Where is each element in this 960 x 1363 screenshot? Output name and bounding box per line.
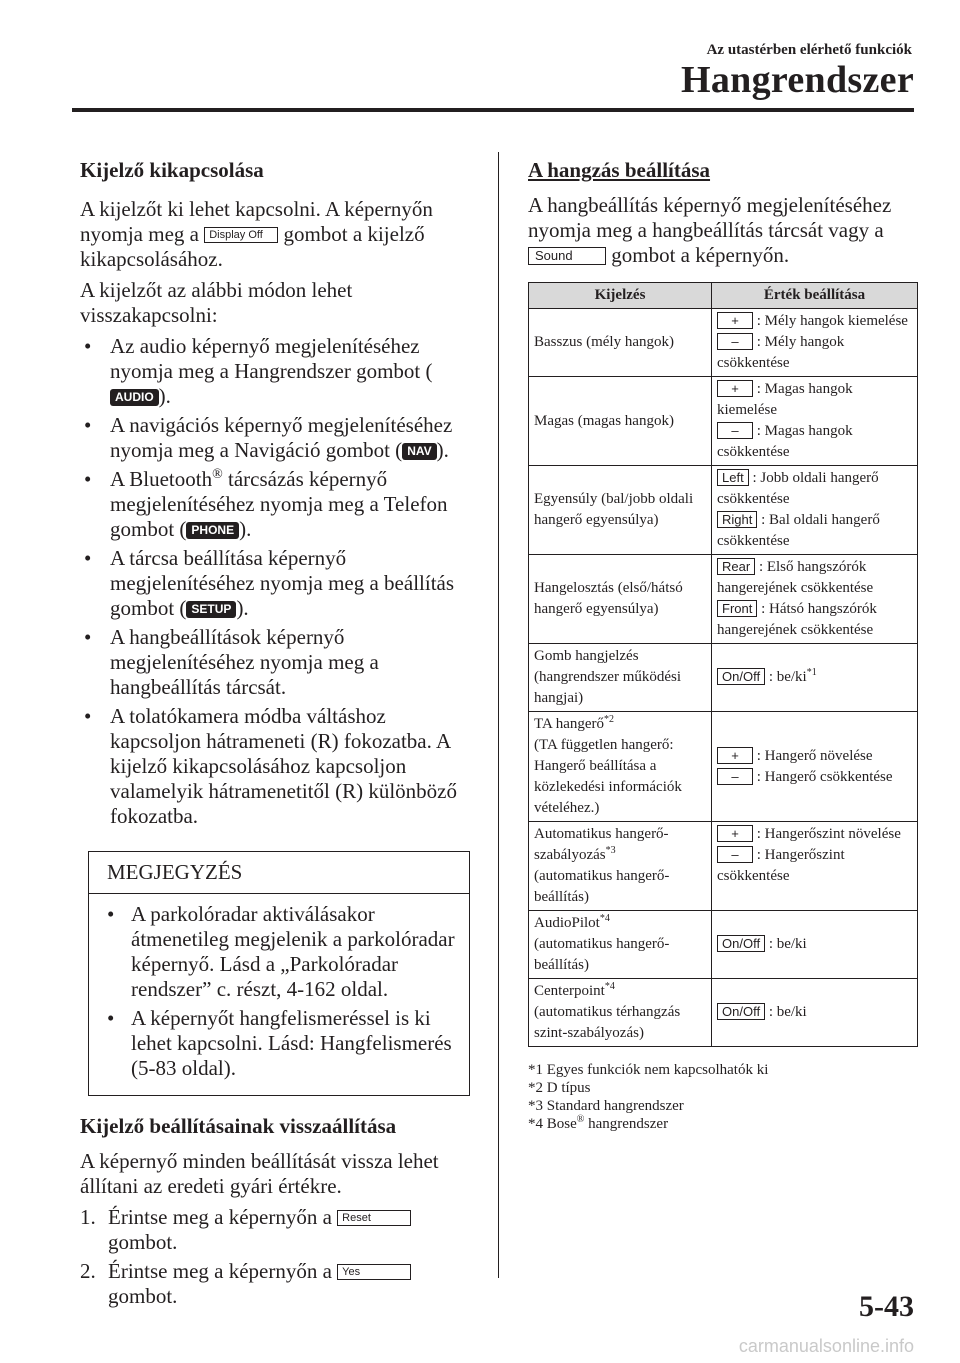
column-divider [498,152,499,1278]
list-item: • A parkolóradar aktiválásakor átmenetileg megjelenik a parkolóradar képernyő. Lásd a „Parkolóradar rendszer” c. részt, 4-162 oldal. [107,902,455,1001]
table-row [529,979,918,1047]
table-cell [712,555,918,644]
text: tárcsázás képernyő megjelenítéséhez nyomja meg a Telefon gombot ( [110,467,448,541]
text: : Bal oldali hangerő csökkentése [717,512,880,549]
step-number: 1. [80,1205,96,1229]
footnote: *3 Standard hangrendszer [528,1098,684,1114]
note-box [88,851,470,1096]
step-number: 2. [80,1259,96,1283]
text: A hangbeállítás képernyő megjelenítéséhez nyomja meg a hangbeállítás tárcsát vagy a [528,193,892,242]
list-item [80,1205,472,1255]
text: ). [158,384,171,408]
table-row [529,712,918,822]
table-cell: Egyensúly (bal/jobb oldali hangerő egyensúlya) [529,466,712,555]
header-divider [72,108,914,112]
setup-button-icon: SETUP [186,601,236,618]
table-cell [712,309,918,377]
restore-paragraph: A kijelzőt az alábbi módon lehet visszakapcsolni: [80,278,353,327]
table-cell: Hangelosztás (első/hátsó hangerő egyensúlya) [529,555,712,644]
footnote: *2 D típus [528,1080,591,1096]
page-title: Hangrendszer [681,59,914,101]
text: : be/ki [765,1004,807,1020]
table-cell [712,911,918,979]
nav-button-icon: NAV [402,443,436,460]
table-row [529,911,918,979]
text: A tolatókamera módba váltáshoz kapcsoljon hátrameneti (R) fokozatba. A kijelző kikapcsolásához kapcsoljon valamelyik hátramenetitől (R) különböző fokozatba. [110,704,457,828]
footnote-marker: *1 [806,667,817,678]
table-row [529,644,918,712]
table-cell [712,822,918,911]
right-key: Right [717,511,757,528]
text: : Hátsó hangszórók hangerejének csökkentése [717,601,877,638]
text: A képernyőt hangfelismeréssel is ki lehet kapcsolni. Lásd: Hangfelismerés (5-83 oldal). [131,1006,452,1080]
text: gombot a képernyőn. [606,243,790,267]
text: : Mély hangok csökkentése [717,334,845,371]
text: AudioPilot [534,915,600,931]
text: : Hangerő csökkentése [753,768,893,785]
text: gombot. [108,1230,178,1254]
sound-intro [528,193,920,268]
minus-key: – [717,422,753,439]
section-title: Az utastérben elérhető funkciók [706,42,912,58]
reset-heading: Kijelző beállításainak visszaállítása [80,1114,397,1138]
table-row [529,466,918,555]
list-item: • A tolatókamera módba váltáshoz kapcsoljon hátrameneti (R) fokozatba. A kijelző kikapcsolásához kapcsoljon valamelyik hátramenetitől (R) különböző fokozatba. [84,704,457,828]
column-header: Kijelzés [529,283,712,309]
text: : Magas hangok csökkentése [717,423,853,460]
footnote-marker: *3 [605,845,616,856]
table-header-row [529,283,918,309]
text: : Hangerőszint növelése [753,826,901,842]
text: : Magas hangok kiemelése [717,381,853,418]
text: A Bluetooth [110,467,213,491]
table-cell [529,712,712,822]
on-off-key: On/Off [717,668,765,685]
footnote: *1 Egyes funkciók nem kapcsolhatók ki [528,1062,769,1078]
minus-key: – [717,333,753,350]
table-row [529,309,918,377]
list-item: • A navigációs képernyő megjelenítéséhez nyomja meg a Navigáció gombot ( NAV ). [84,413,453,462]
text: : Jobb oldali hangerő csökkentése [717,470,879,507]
table-cell [529,911,712,979]
text: ). [236,596,249,620]
table-cell: Basszus (mély hangok) [529,309,712,377]
front-key: Front [717,600,757,617]
table-row [529,377,918,466]
text: Centerpoint [534,983,605,999]
text: ). [436,438,449,462]
display-off-key: Display Off [204,227,278,243]
text: : Hangerő növelése [753,747,873,764]
table-cell: Gomb hangjelzés (hangrendszer működési hangjai) [529,644,712,712]
reset-paragraph: A képernyő minden beállítását vissza lehet állítani az eredeti gyári értékre. [80,1149,439,1198]
note-title: MEGJEGYZÉS [89,852,469,894]
note-list [103,902,455,1081]
note-body [89,894,469,1095]
text: A hangbeállítások képernyő megjelenítéséhez nyomja meg a hangbeállítás tárcsát. [110,625,379,699]
text: : Mély hangok kiemelése [753,313,908,329]
table-cell [712,979,918,1047]
registered-mark: ® [212,467,223,482]
plus-key: + [717,747,753,764]
right-column [528,158,920,1133]
list-item [80,1259,472,1309]
table-cell [712,712,918,822]
footnote-marker: *4 [604,981,615,992]
left-column [80,158,472,1313]
text: *4 Bose [528,1116,577,1132]
text: Érintse meg a képernyőn a [108,1205,338,1229]
list-item: • A tárcsa beállítása képernyő megjelenítéséhez nyomja meg a beállítás gombot ( SETUP ). [84,546,455,620]
footnotes [528,1061,920,1133]
text: TA hangerő [534,716,605,732]
page-number: 5-43 [859,1290,914,1323]
text: A parkolóradar aktiválásakor átmenetileg megjelenik a parkolóradar képernyő. Lásd a „Parkolóradar rendszer” c. részt, 4-162 oldal. [131,902,455,1001]
list-item: • Az audio képernyő megjelenítéséhez nyomja meg a Hangrendszer gombot (AUDIO ). [84,334,433,408]
text: (TA független hangerő: Hangerő beállítása a közlekedési információk vételéhez.) [534,737,682,816]
on-off-key: On/Off [717,935,765,952]
text: Az audio képernyő megjelenítéséhez nyomja meg a Hangrendszer gombot ( [110,334,433,383]
footnote-marker: *4 [599,913,610,924]
text: : be/ki [765,936,807,952]
table-cell [529,822,712,911]
display-off-heading: Kijelző kikapcsolása [80,158,264,182]
text: Érintse meg a képernyőn a [108,1259,338,1283]
table-cell [712,644,918,712]
table-cell: Magas (magas hangok) [529,377,712,466]
phone-button-icon: PHONE [186,522,239,539]
text: : be/ki [765,669,807,685]
registered-mark: ® [576,1114,585,1125]
audio-button-icon: AUDIO [110,389,159,406]
plus-key: + [717,312,753,329]
footnote [528,1115,920,1133]
rear-key: Rear [717,558,755,575]
yes-key: Yes [337,1264,411,1280]
restore-list [80,334,472,829]
text: (automatikus hangerő-beállítás) [534,868,670,905]
on-off-key: On/Off [717,1003,765,1020]
list-item: • A képernyőt hangfelismeréssel is ki lehet kapcsolni. Lásd: Hangfelismerés (5-83 oldal). [107,1006,452,1080]
left-key: Left [717,469,749,486]
column-header: Érték beállítása [712,283,918,309]
text: (automatikus térhangzás szint-szabályozás) [534,1004,681,1041]
list-item: • A Bluetooth® tárcsázás képernyő megjelenítéséhez nyomja meg a Telefon gombot ( PHONE ). [84,467,448,541]
watermark: carmanualsonline.info [738,1336,914,1356]
minus-key: – [717,768,753,785]
text: (automatikus hangerő-beállítás) [534,936,670,973]
text: : Hangerőszint csökkentése [717,847,845,884]
sound-settings-table [528,282,918,1047]
table-row [529,822,918,911]
sound-key: Sound [528,247,606,265]
minus-key: – [717,846,753,863]
text: : Első hangszórók hangerejének csökkentése [717,559,874,596]
table-cell [712,466,918,555]
list-item: • A hangbeállítások képernyő megjelenítéséhez nyomja meg a hangbeállítás tárcsát. [84,625,379,699]
footnote-marker: *2 [604,714,615,725]
text: A tárcsa beállítása képernyő megjelenítéséhez nyomja meg a beállítás gombot ( [110,546,455,620]
reset-key: Reset [337,1210,411,1226]
text: Automatikus hangerő-szabályozás [534,826,669,863]
text: gombot a kijelző kikapcsolásához. [80,222,425,271]
display-off-paragraph [80,197,472,272]
text: ). [239,517,252,541]
table-row [529,555,918,644]
text: A navigációs képernyő megjelenítéséhez nyomja meg a Navigáció gombot ( [110,413,453,462]
reset-steps [80,1205,472,1309]
plus-key: + [717,825,753,842]
sound-heading: A hangzás beállítása [528,158,711,182]
plus-key: + [717,380,753,397]
text: hangrendszer [584,1116,669,1132]
text: A kijelzőt ki lehet kapcsolni. A képernyőn nyomja meg a [80,197,433,246]
table-cell [712,377,918,466]
table-cell [529,979,712,1047]
text: gombot. [108,1284,178,1308]
